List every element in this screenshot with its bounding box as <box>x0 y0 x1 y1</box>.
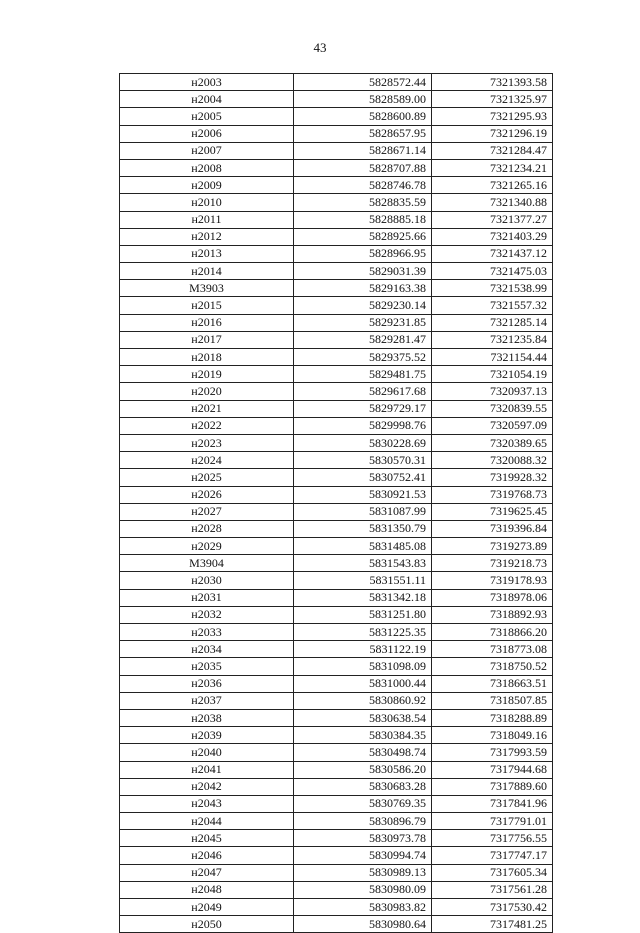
point-name-cell: н2010 <box>120 194 294 211</box>
point-name-cell: М3904 <box>120 555 294 572</box>
y-coordinate-cell: 7321393.58 <box>432 74 553 91</box>
table-row <box>120 709 553 726</box>
point-name-cell: н2037 <box>120 692 294 709</box>
table-row <box>120 589 553 606</box>
table-row <box>120 744 553 761</box>
x-coordinate-cell: 5828657.95 <box>294 125 432 142</box>
table-row <box>120 692 553 709</box>
y-coordinate-cell: 7321284.47 <box>432 142 553 159</box>
point-name-cell: н2047 <box>120 864 294 881</box>
table-row <box>120 520 553 537</box>
point-name-cell: н2003 <box>120 74 294 91</box>
x-coordinate-cell: 5831098.09 <box>294 658 432 675</box>
table-row <box>120 847 553 864</box>
table-row <box>120 486 553 503</box>
point-name-cell: н2028 <box>120 520 294 537</box>
table-row <box>120 469 553 486</box>
table-row <box>120 108 553 125</box>
point-name-cell: н2012 <box>120 228 294 245</box>
point-name-cell: н2004 <box>120 91 294 108</box>
x-coordinate-cell: 5829481.75 <box>294 366 432 383</box>
y-coordinate-cell: 7317481.25 <box>432 916 553 933</box>
x-coordinate-cell: 5828572.44 <box>294 74 432 91</box>
x-coordinate-cell: 5829163.38 <box>294 280 432 297</box>
table-row <box>120 74 553 91</box>
point-name-cell: н2023 <box>120 434 294 451</box>
y-coordinate-cell: 7318978.06 <box>432 589 553 606</box>
x-coordinate-cell: 5831251.80 <box>294 606 432 623</box>
y-coordinate-cell: 7318866.20 <box>432 624 553 641</box>
x-coordinate-cell: 5830570.31 <box>294 452 432 469</box>
x-coordinate-cell: 5831543.83 <box>294 555 432 572</box>
table-row <box>120 159 553 176</box>
y-coordinate-cell: 7319273.89 <box>432 538 553 555</box>
y-coordinate-cell: 7320597.09 <box>432 417 553 434</box>
x-coordinate-cell: 5830498.74 <box>294 744 432 761</box>
point-name-cell: н2016 <box>120 314 294 331</box>
point-name-cell: н2026 <box>120 486 294 503</box>
table-row <box>120 280 553 297</box>
y-coordinate-cell: 7319928.32 <box>432 469 553 486</box>
page-number: 43 <box>313 40 327 55</box>
y-coordinate-cell: 7317756.55 <box>432 830 553 847</box>
point-name-cell: н2041 <box>120 761 294 778</box>
table-row <box>120 761 553 778</box>
point-name-cell: н2015 <box>120 297 294 314</box>
point-name-cell: М3903 <box>120 280 294 297</box>
y-coordinate-cell: 7321265.16 <box>432 177 553 194</box>
point-name-cell: н2007 <box>120 142 294 159</box>
x-coordinate-cell: 5829617.68 <box>294 383 432 400</box>
y-coordinate-cell: 7318773.08 <box>432 641 553 658</box>
x-coordinate-cell: 5830980.64 <box>294 916 432 933</box>
x-coordinate-cell: 5829729.17 <box>294 400 432 417</box>
table-row <box>120 194 553 211</box>
x-coordinate-cell: 5831087.99 <box>294 503 432 520</box>
table-row <box>120 641 553 658</box>
y-coordinate-cell: 7321437.12 <box>432 245 553 262</box>
y-coordinate-cell: 7318750.52 <box>432 658 553 675</box>
table-row <box>120 916 553 933</box>
point-name-cell: н2011 <box>120 211 294 228</box>
x-coordinate-cell: 5829031.39 <box>294 263 432 280</box>
table-row <box>120 830 553 847</box>
point-name-cell: н2050 <box>120 916 294 933</box>
table-row <box>120 864 553 881</box>
table-row <box>120 314 553 331</box>
coordinates-table <box>119 73 553 933</box>
point-name-cell: н2029 <box>120 538 294 555</box>
point-name-cell: н2036 <box>120 675 294 692</box>
x-coordinate-cell: 5830973.78 <box>294 830 432 847</box>
point-name-cell: н2039 <box>120 727 294 744</box>
point-name-cell: н2022 <box>120 417 294 434</box>
point-name-cell: н2024 <box>120 452 294 469</box>
y-coordinate-cell: 7321403.29 <box>432 228 553 245</box>
table-row <box>120 400 553 417</box>
y-coordinate-cell: 7320389.65 <box>432 434 553 451</box>
point-name-cell: н2008 <box>120 159 294 176</box>
table-row <box>120 899 553 916</box>
table-row <box>120 606 553 623</box>
y-coordinate-cell: 7321054.19 <box>432 366 553 383</box>
table-row <box>120 91 553 108</box>
x-coordinate-cell: 5828885.18 <box>294 211 432 228</box>
x-coordinate-cell: 5829998.76 <box>294 417 432 434</box>
point-name-cell: н2005 <box>120 108 294 125</box>
y-coordinate-cell: 7321234.21 <box>432 159 553 176</box>
coordinates-table-body <box>120 74 553 933</box>
y-coordinate-cell: 7317747.17 <box>432 847 553 864</box>
y-coordinate-cell: 7321340.88 <box>432 194 553 211</box>
x-coordinate-cell: 5828600.89 <box>294 108 432 125</box>
y-coordinate-cell: 7318288.89 <box>432 709 553 726</box>
y-coordinate-cell: 7317791.01 <box>432 813 553 830</box>
y-coordinate-cell: 7321235.84 <box>432 331 553 348</box>
point-name-cell: н2048 <box>120 881 294 898</box>
table-row <box>120 675 553 692</box>
point-name-cell: н2021 <box>120 400 294 417</box>
y-coordinate-cell: 7319625.45 <box>432 503 553 520</box>
x-coordinate-cell: 5831225.35 <box>294 624 432 641</box>
point-name-cell: н2017 <box>120 331 294 348</box>
table-row <box>120 417 553 434</box>
y-coordinate-cell: 7318049.16 <box>432 727 553 744</box>
table-row <box>120 503 553 520</box>
y-coordinate-cell: 7321325.97 <box>432 91 553 108</box>
table-row <box>120 142 553 159</box>
y-coordinate-cell: 7321154.44 <box>432 349 553 366</box>
point-name-cell: н2030 <box>120 572 294 589</box>
x-coordinate-cell: 5830989.13 <box>294 864 432 881</box>
point-name-cell: н2031 <box>120 589 294 606</box>
table-row <box>120 813 553 830</box>
table-row <box>120 245 553 262</box>
y-coordinate-cell: 7321538.99 <box>432 280 553 297</box>
x-coordinate-cell: 5831122.19 <box>294 641 432 658</box>
x-coordinate-cell: 5830586.20 <box>294 761 432 778</box>
x-coordinate-cell: 5828707.88 <box>294 159 432 176</box>
table-row <box>120 366 553 383</box>
point-name-cell: н2019 <box>120 366 294 383</box>
x-coordinate-cell: 5829231.85 <box>294 314 432 331</box>
point-name-cell: н2044 <box>120 813 294 830</box>
table-row <box>120 572 553 589</box>
x-coordinate-cell: 5830860.92 <box>294 692 432 709</box>
y-coordinate-cell: 7317889.60 <box>432 778 553 795</box>
table-row <box>120 434 553 451</box>
y-coordinate-cell: 7320937.13 <box>432 383 553 400</box>
point-name-cell: н2025 <box>120 469 294 486</box>
point-name-cell: н2033 <box>120 624 294 641</box>
x-coordinate-cell: 5830896.79 <box>294 813 432 830</box>
y-coordinate-cell: 7319768.73 <box>432 486 553 503</box>
y-coordinate-cell: 7319396.84 <box>432 520 553 537</box>
x-coordinate-cell: 5830983.82 <box>294 899 432 916</box>
table-row <box>120 795 553 812</box>
table-row <box>120 383 553 400</box>
x-coordinate-cell: 5829281.47 <box>294 331 432 348</box>
table-row <box>120 349 553 366</box>
x-coordinate-cell: 5828966.95 <box>294 245 432 262</box>
x-coordinate-cell: 5830752.41 <box>294 469 432 486</box>
point-name-cell: н2034 <box>120 641 294 658</box>
table-row <box>120 624 553 641</box>
y-coordinate-cell: 7317841.96 <box>432 795 553 812</box>
table-row <box>120 263 553 280</box>
x-coordinate-cell: 5831342.18 <box>294 589 432 606</box>
point-name-cell: н2006 <box>120 125 294 142</box>
x-coordinate-cell: 5830921.53 <box>294 486 432 503</box>
table-row <box>120 727 553 744</box>
point-name-cell: н2046 <box>120 847 294 864</box>
y-coordinate-cell: 7318507.85 <box>432 692 553 709</box>
table-row <box>120 331 553 348</box>
table-row <box>120 452 553 469</box>
point-name-cell: н2013 <box>120 245 294 262</box>
point-name-cell: н2049 <box>120 899 294 916</box>
point-name-cell: н2020 <box>120 383 294 400</box>
point-name-cell: н2032 <box>120 606 294 623</box>
x-coordinate-cell: 5828835.59 <box>294 194 432 211</box>
x-coordinate-cell: 5830980.09 <box>294 881 432 898</box>
x-coordinate-cell: 5831551.11 <box>294 572 432 589</box>
y-coordinate-cell: 7319178.93 <box>432 572 553 589</box>
y-coordinate-cell: 7318663.51 <box>432 675 553 692</box>
y-coordinate-cell: 7321377.27 <box>432 211 553 228</box>
y-coordinate-cell: 7317561.28 <box>432 881 553 898</box>
x-coordinate-cell: 5830638.54 <box>294 709 432 726</box>
y-coordinate-cell: 7317944.68 <box>432 761 553 778</box>
y-coordinate-cell: 7321296.19 <box>432 125 553 142</box>
point-name-cell: н2040 <box>120 744 294 761</box>
x-coordinate-cell: 5829375.52 <box>294 349 432 366</box>
point-name-cell: н2043 <box>120 795 294 812</box>
table-row <box>120 228 553 245</box>
x-coordinate-cell: 5830228.69 <box>294 434 432 451</box>
x-coordinate-cell: 5830769.35 <box>294 795 432 812</box>
x-coordinate-cell: 5830683.28 <box>294 778 432 795</box>
table-row <box>120 555 553 572</box>
x-coordinate-cell: 5830384.35 <box>294 727 432 744</box>
point-name-cell: н2045 <box>120 830 294 847</box>
table-row <box>120 177 553 194</box>
y-coordinate-cell: 7317993.59 <box>432 744 553 761</box>
table-row <box>120 125 553 142</box>
point-name-cell: н2027 <box>120 503 294 520</box>
x-coordinate-cell: 5831485.08 <box>294 538 432 555</box>
table-row <box>120 211 553 228</box>
y-coordinate-cell: 7321557.32 <box>432 297 553 314</box>
y-coordinate-cell: 7320839.55 <box>432 400 553 417</box>
y-coordinate-cell: 7321285.14 <box>432 314 553 331</box>
y-coordinate-cell: 7320088.32 <box>432 452 553 469</box>
point-name-cell: н2042 <box>120 778 294 795</box>
y-coordinate-cell: 7321295.93 <box>432 108 553 125</box>
point-name-cell: н2014 <box>120 263 294 280</box>
table-row <box>120 538 553 555</box>
y-coordinate-cell: 7317605.34 <box>432 864 553 881</box>
point-name-cell: н2018 <box>120 349 294 366</box>
table-row <box>120 778 553 795</box>
x-coordinate-cell: 5831000.44 <box>294 675 432 692</box>
x-coordinate-cell: 5828589.00 <box>294 91 432 108</box>
y-coordinate-cell: 7318892.93 <box>432 606 553 623</box>
x-coordinate-cell: 5831350.79 <box>294 520 432 537</box>
y-coordinate-cell: 7319218.73 <box>432 555 553 572</box>
point-name-cell: н2038 <box>120 709 294 726</box>
x-coordinate-cell: 5829230.14 <box>294 297 432 314</box>
x-coordinate-cell: 5828925.66 <box>294 228 432 245</box>
point-name-cell: н2035 <box>120 658 294 675</box>
x-coordinate-cell: 5830994.74 <box>294 847 432 864</box>
table-row <box>120 881 553 898</box>
x-coordinate-cell: 5828671.14 <box>294 142 432 159</box>
table-row <box>120 297 553 314</box>
x-coordinate-cell: 5828746.78 <box>294 177 432 194</box>
table-row <box>120 658 553 675</box>
point-name-cell: н2009 <box>120 177 294 194</box>
y-coordinate-cell: 7321475.03 <box>432 263 553 280</box>
y-coordinate-cell: 7317530.42 <box>432 899 553 916</box>
